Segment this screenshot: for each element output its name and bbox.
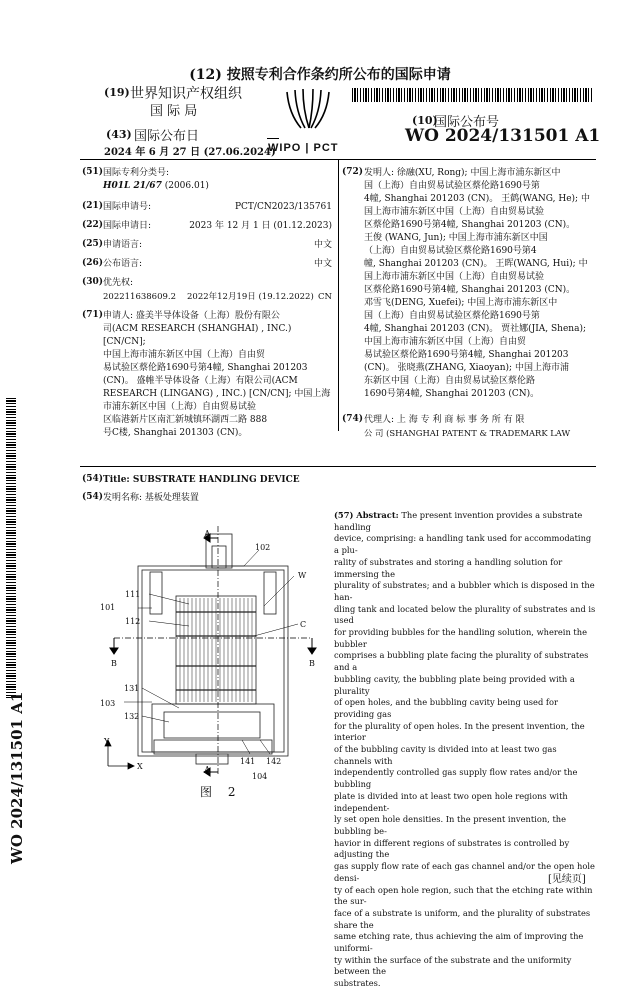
- figure-caption: 图 2: [200, 785, 242, 799]
- f30-country: CN: [318, 292, 332, 302]
- abstract-line: plurality of substrates; and a bubbler which is disposed in the han-: [334, 580, 595, 602]
- pub-date-label: 国际公布日: [134, 129, 200, 144]
- abstract-line: independently controlled gas supply flow rates and/or the bubbling: [334, 767, 578, 790]
- abstract-line: rality of substrates and storing a handling solution for immersing the: [334, 556, 563, 579]
- label-111: 111: [125, 590, 141, 599]
- f51-num: (51): [82, 167, 104, 177]
- org-num: (19): [104, 86, 130, 99]
- pub-no-label: 国际公布号: [434, 115, 500, 130]
- side-pub-no: WO 2024/131501 A1: [8, 691, 26, 864]
- abstract-line: The present invention provides a substrate handling: [334, 510, 583, 532]
- f72-line: 中国上海市浦东新区中国（上海）自由贸: [364, 337, 527, 347]
- f72-line: 国（上海）自由贸易试验区蔡伦路1690号第: [364, 311, 540, 321]
- label-A-bottom: A: [204, 766, 211, 776]
- continued-note: [见续页]: [548, 874, 586, 885]
- f71-line: 号C楼, Shanghai 201303 (CN)。: [103, 428, 248, 438]
- title-en: Title: SUBSTRATE HANDLING DEVICE: [103, 475, 300, 485]
- f71-line: (CN)。 盛帷半导体设备（上海）有限公司(ACM: [103, 376, 298, 386]
- f72-line: 国（上海）自由贸易试验区蔡伦路1690号第: [364, 181, 540, 191]
- abstract-label: (57) Abstract:: [334, 510, 399, 520]
- abstract-line: of open holes, and the bubbling cavity being used for providing gas: [334, 697, 558, 719]
- label-101: 101: [100, 603, 116, 612]
- wipo-text: WIPO | PCT: [268, 142, 339, 154]
- t54-num2: (54): [82, 492, 104, 502]
- f26-num: (26): [82, 258, 104, 268]
- f71-line: 中国上海市浦东新区中国（上海）自由贸: [103, 350, 266, 360]
- f72-block: [364, 167, 596, 401]
- org-bureau: 国 际 局: [150, 104, 198, 119]
- title-cn: 发明名称: 基板处理装置: [103, 493, 199, 503]
- label-131: 131: [124, 684, 140, 693]
- abstract-line: comprises a bubbling plate facing the plurality of substrates and a: [334, 650, 589, 673]
- f26-value: 中文: [313, 259, 332, 269]
- abstract-line: ty of each open hole region, such that the etching rate within the sur-: [334, 884, 593, 907]
- f74-line: 公 司 (SHANGHAI PATENT & TRADEMARK LAW: [364, 428, 571, 438]
- f72-line: (CN)。 张晓燕(ZHANG, Xiaoyan); 中国上海市浦: [364, 363, 569, 373]
- f26-label: 公布语言:: [103, 259, 143, 269]
- abstract-line: face of a substrate is uniform, and the plurality of substrates share the: [334, 907, 591, 930]
- label-141: 141: [240, 757, 256, 766]
- f72-line: 4幢, Shanghai 201203 (CN)。 贾社娜(JIA, Shena);: [364, 324, 586, 334]
- abstract-line: dling tank and located below the plurality of substrates and is used: [334, 603, 596, 626]
- abstract-line: same etching rate, thus achieving the aim of improving the uniformi-: [334, 931, 584, 954]
- f71-line: 司(ACM RESEARCH (SHANGHAI) , INC.) [CN/CN];: [103, 324, 292, 347]
- f51-value2: (2006.01): [164, 181, 209, 191]
- f71-num: (71): [82, 310, 104, 320]
- f21-value: PCT/CN2023/135761: [234, 202, 332, 212]
- f72-line: 国上海市浦东新区中国（上海）自由贸易试验: [364, 272, 545, 282]
- label-142: 142: [266, 757, 282, 766]
- f71-line: RESEARCH (LINGANG) , INC.) [CN/CN]; 中国上海: [103, 389, 331, 399]
- f72-line: 1690号第4幢, Shanghai 201203 (CN)。: [364, 389, 540, 399]
- abstract-line: for the plurality of open holes. In the present invention, the interior: [334, 720, 585, 743]
- label-104: 104: [252, 772, 268, 781]
- f25-label: 申请语言:: [103, 240, 143, 250]
- f51-value: H01L 21/67: [103, 181, 162, 191]
- f74-block: [364, 414, 596, 440]
- pub-date-num: (43): [106, 128, 132, 141]
- label-W: W: [298, 571, 307, 580]
- abstract-line: gas supply flow rate of each gas channel and/or the open hole densi-: [334, 861, 595, 883]
- abstract-line: plate is divided into at least two open hole regions with independent-: [334, 790, 568, 813]
- abstract: [334, 510, 596, 990]
- label-102: 102: [255, 543, 271, 552]
- label-B-left: B: [111, 659, 117, 668]
- f25-num: (25): [82, 239, 104, 249]
- f72-line: （上海）自由贸易试验区蔡伦路1690号第4: [364, 246, 537, 256]
- abstract-line: havior in different regions of substrates is controlled by adjusting the: [334, 837, 570, 860]
- f72-line: 区蔡伦路1690号第4幢, Shanghai 201203 (CN)。: [364, 220, 576, 230]
- abstract-line: ly set open hole densities. In the present invention, the bubbling be-: [334, 814, 567, 836]
- f30-date: 2022年12月19日 (19.12.2022): [187, 292, 314, 302]
- label-X: X: [137, 762, 143, 771]
- f72-line: 区蔡伦路1690号第4幢, Shanghai 201203 (CN)。: [364, 285, 576, 295]
- label-C: C: [300, 620, 307, 629]
- f72-line: 发明人: 徐融(XU, Rong); 中国上海市浦东新区中: [364, 168, 561, 178]
- label-103: 103: [100, 699, 116, 708]
- abstract-line: bubbling cavity, the bubbling plate being provided with a plurality: [334, 673, 575, 696]
- column-divider: [338, 159, 339, 431]
- f71-line: 申请人: 盛美半导体设备（上海）股份有限公: [103, 311, 280, 321]
- abstract-line: substrates.: [334, 978, 381, 989]
- f72-line: 东新区中国（上海）自由贸易试验区蔡伦路: [364, 376, 536, 386]
- barcode-side: [6, 398, 16, 698]
- f51-label: 国际专利分类号:: [103, 168, 170, 178]
- figure-drawing: [94, 526, 330, 798]
- f71-line: 市浦东新区中国（上海）自由贸易试验: [103, 402, 257, 412]
- label-Y: Y: [104, 737, 110, 746]
- f21-num: (21): [82, 201, 104, 211]
- f74-num: (74): [342, 414, 364, 424]
- f72-num: (72): [342, 167, 364, 177]
- substrate-lines: [180, 598, 252, 702]
- abstract-line: ty within the surface of the substrate and the uniformity between the: [334, 954, 572, 977]
- tank-outline: [138, 566, 288, 756]
- label-A-top: A: [204, 530, 211, 540]
- abstract-line: device, comprising: a handling tank used for accommodating a plu-: [334, 533, 592, 556]
- pub-date: 2024 年 6 月 27 日 (27.06.2024): [104, 147, 276, 158]
- f72-line: 邓雪飞(DENG, Xuefei); 中国上海市浦东新区中: [364, 298, 558, 308]
- f25-value: 中文: [313, 240, 332, 250]
- f72-line: 国上海市浦东新区中国（上海）自由贸易试验: [364, 207, 545, 217]
- f30-label: 优先权:: [103, 278, 134, 288]
- pub-no-num: (10): [412, 114, 438, 127]
- f72-line: 4幢, Shanghai 201203 (CN)。 王鹤(WANG, He); 中: [364, 194, 590, 204]
- f71-line: 区临港新片区南汇新城镇环湖西二路 888: [103, 415, 268, 425]
- f72-line: 易试验区蔡伦路1690号第4幢, Shanghai 201203: [364, 350, 569, 360]
- f71-line: 易试验区蔡伦路1690号第4幢, Shanghai 201203: [103, 363, 308, 373]
- f72-line: 王俊 (WANG, Jun); 中国上海市浦东新区中国: [364, 233, 548, 243]
- barcode-top: [352, 88, 592, 102]
- label-B-right: B: [309, 659, 315, 668]
- pub-no: WO 2024/131501 A1: [405, 126, 601, 146]
- abstract-line: of the bubbling cavity is divided into at least two gas channels with: [334, 744, 557, 766]
- t54-num: (54): [82, 474, 104, 484]
- f30-app: 202211638609.2: [103, 292, 177, 302]
- f71-block: [103, 310, 335, 440]
- label-132: 132: [124, 712, 140, 721]
- org-name: 世界知识产权组织: [130, 86, 242, 102]
- f22-label: 国际申请日:: [103, 221, 152, 231]
- label-112: 112: [125, 617, 141, 626]
- abstract-line: for providing bubbles for the handling solution, wherein the bubbler: [334, 627, 588, 649]
- f22-num: (22): [82, 220, 104, 230]
- f21-label: 国际申请号:: [103, 202, 152, 212]
- f74-line: 代理人: 上 海 专 利 商 标 事 务 所 有 限: [364, 415, 525, 425]
- f30-num: (30): [82, 277, 104, 287]
- f22-value: 2023 年 12 月 1 日 (01.12.2023): [189, 221, 332, 231]
- doc-title: (12) 按照专利合作条约所公布的国际申请: [189, 67, 451, 83]
- f72-line: 幢, Shanghai 201203 (CN)。 王晖(WANG, Hui); 中: [364, 259, 588, 269]
